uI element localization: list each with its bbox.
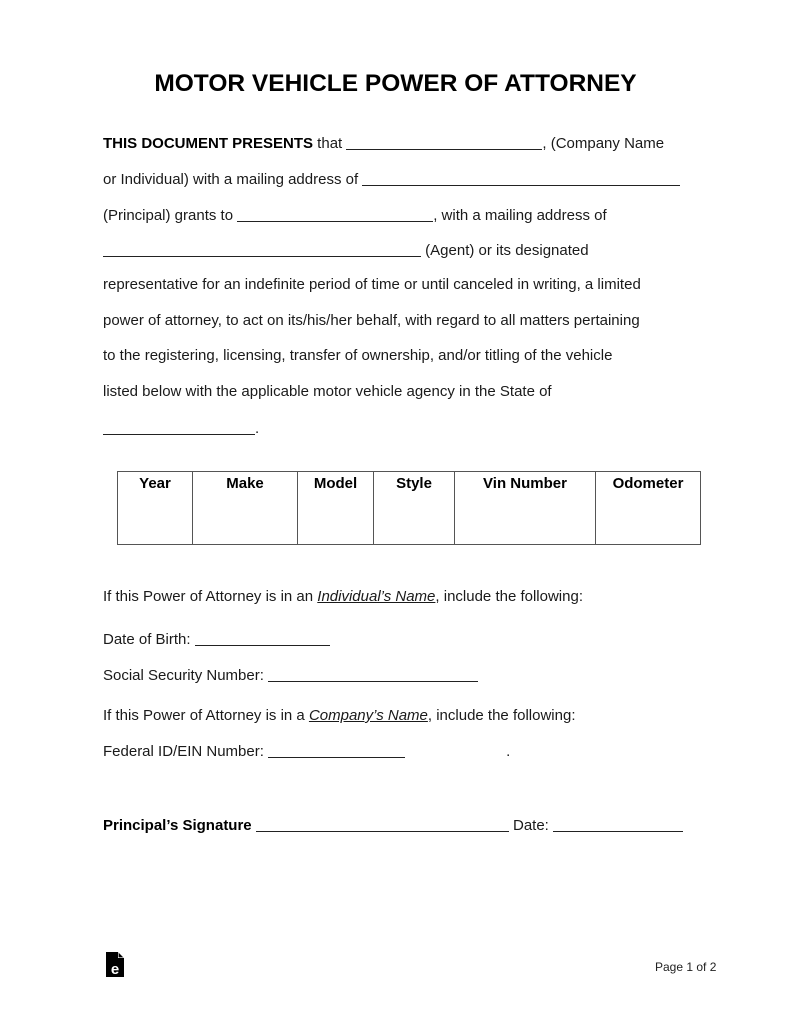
company-lead-text: , include the following:: [427, 707, 576, 724]
ein-trailing-dot: .: [506, 743, 511, 760]
signature-date-field[interactable]: [553, 817, 683, 832]
company-name-emphasis: Company’s Name: [308, 707, 428, 724]
vehicle-col-make[interactable]: Make: [193, 472, 298, 545]
individual-lead-text: If this Power of Attorney is in an: [103, 588, 318, 605]
agent-address-field[interactable]: [103, 242, 421, 257]
intro-line-8: listed below with the applicable motor vehicle agency in the State of: [103, 383, 552, 400]
vehicle-table-header-row: [118, 472, 701, 545]
company-lead-text: If this Power of Attorney is in a: [103, 707, 309, 724]
intro-text: .: [255, 420, 260, 437]
intro-text: or Individual) with a mailing address of: [103, 171, 363, 188]
intro-line-5: representative for an indefinite period of time or until canceled in writing, a limited: [103, 276, 641, 293]
svg-text:e: e: [110, 961, 120, 977]
signature-line: [103, 815, 683, 834]
ein-field[interactable]: [268, 743, 405, 758]
page-number: Page 1 of 2: [655, 960, 717, 974]
signature-label: Principal’s Signature: [103, 817, 252, 834]
vehicle-col-style[interactable]: Style: [374, 472, 455, 545]
page-title: MOTOR VEHICLE POWER OF ATTORNEY: [154, 70, 637, 97]
intro-line-6: power of attorney, to act on its/his/her behalf, with regard to all matters pertaining: [103, 312, 640, 329]
individual-name-emphasis: Individual’s Name: [317, 588, 436, 605]
ein-line: [103, 741, 510, 760]
intro-line-3: [103, 205, 607, 224]
dob-label: Date of Birth:: [103, 631, 195, 648]
ssn-label: Social Security Number:: [103, 667, 269, 684]
vehicle-col-vin[interactable]: Vin Number: [455, 472, 596, 545]
company-lead: [103, 707, 575, 724]
vehicle-table: [117, 471, 701, 545]
individual-lead-text: , include the following:: [435, 588, 583, 605]
dob-line: [103, 629, 330, 648]
agent-name-field[interactable]: [237, 207, 433, 222]
intro-line-7: to the registering, licensing, transfer of ownership, and/or titling of the vehicle: [103, 347, 613, 364]
principal-name-field[interactable]: [346, 135, 542, 150]
intro-line-4: [103, 240, 589, 259]
eforms-logo-icon: [106, 952, 124, 977]
principal-address-field[interactable]: [362, 171, 680, 186]
dob-field[interactable]: [195, 631, 330, 646]
vehicle-col-model[interactable]: Model: [298, 472, 374, 545]
signature-field[interactable]: [256, 817, 509, 832]
ssn-field[interactable]: [268, 667, 478, 682]
state-field[interactable]: [103, 420, 255, 435]
ssn-line: [103, 665, 478, 684]
vehicle-col-odometer[interactable]: Odometer: [596, 472, 701, 545]
intro-text: (Agent) or its designated: [421, 242, 589, 259]
ein-label: Federal ID/EIN Number:: [103, 743, 269, 760]
date-label: Date:: [508, 817, 554, 834]
intro-text: that: [313, 135, 347, 152]
intro-line-9: [103, 418, 259, 437]
individual-lead: [103, 588, 583, 605]
intro-line-1: [103, 133, 664, 152]
intro-line-2: [103, 169, 680, 188]
intro-bold-lead: THIS DOCUMENT PRESENTS: [103, 135, 314, 152]
intro-text: (Principal) grants to: [103, 207, 238, 224]
intro-text: , (Company Name: [542, 135, 665, 152]
vehicle-col-year[interactable]: Year: [118, 472, 193, 545]
intro-text: , with a mailing address of: [433, 207, 607, 224]
